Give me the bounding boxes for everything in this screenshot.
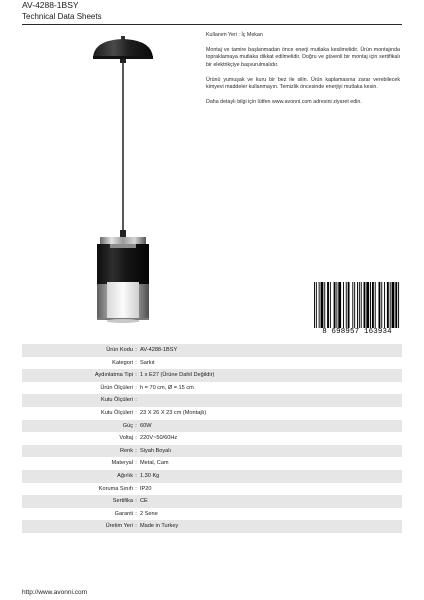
- spec-table: [22, 344, 402, 533]
- spec-row: [22, 432, 402, 445]
- spec-separator: :: [135, 447, 137, 454]
- barcode-bar: [327, 282, 329, 328]
- barcode-bar: [381, 282, 382, 328]
- cleaning-instructions: Ürünü yumuşak ve kuru bir bez ile silin. Ürün kaplamasına zarar verebilecek kimyevi maddeler kullanmayın. Temizlik öncesinde enerjiyi mutlaka kesin.: [206, 76, 400, 91]
- barcode-bar: [361, 282, 362, 328]
- barcode-bar: [398, 282, 399, 328]
- spec-label: Ürün Kodu: [106, 347, 133, 353]
- barcode-bar: [366, 282, 369, 328]
- spec-separator: :: [135, 460, 137, 467]
- usage-location: Kullanım Yeri : İç Mekan: [206, 32, 263, 38]
- document-title: Technical Data Sheets: [22, 12, 102, 21]
- spec-row: [22, 495, 402, 508]
- spec-separator: :: [135, 498, 137, 505]
- spec-row: [22, 407, 402, 420]
- spec-value: Sarkıt: [140, 359, 155, 366]
- barcode-bar: [390, 282, 391, 328]
- spec-label: Sertifika: [112, 498, 133, 505]
- spec-separator: :: [135, 397, 137, 404]
- usage-information: [206, 32, 400, 106]
- spec-row: [22, 445, 402, 458]
- spec-label: Ağırlık: [117, 472, 133, 479]
- spec-label: Materyal: [111, 460, 133, 467]
- barcode-bar: [348, 282, 350, 328]
- barcode-bar: [375, 282, 376, 328]
- spec-label: Kutu Ölçüleri: [100, 409, 133, 416]
- barcode-number: 8 698957 163934: [322, 328, 392, 336]
- barcode-bar: [334, 282, 336, 328]
- spec-value: h = 70 cm, Ø = 15 cm: [140, 384, 194, 391]
- barcode-bar: [354, 282, 355, 328]
- spec-value: 1.30 Kg: [140, 472, 160, 479]
- spec-separator: :: [135, 510, 137, 517]
- barcode-bar: [330, 282, 331, 328]
- spec-row: [22, 420, 402, 433]
- header-divider: [22, 24, 402, 25]
- spec-row: [22, 470, 402, 483]
- spec-label: Üretim Yeri: [105, 523, 133, 530]
- spec-value: 1 x E27 (Ürüne Dahil Değildir): [140, 372, 215, 379]
- barcode-bars: [313, 282, 401, 328]
- spec-row: [22, 394, 402, 407]
- spec-row: [22, 483, 402, 496]
- spec-label: Kategori: [112, 359, 133, 366]
- barcode-bar: [352, 282, 353, 328]
- spec-label: Kutu Ölçüleri: [100, 397, 133, 404]
- spec-separator: :: [135, 523, 137, 530]
- barcode-bar: [395, 282, 397, 328]
- spec-row: [22, 508, 402, 521]
- spec-value: 60W: [140, 422, 152, 429]
- spec-separator: :: [135, 435, 137, 442]
- barcode-bar: [372, 282, 374, 328]
- spec-label: Garanti: [114, 510, 133, 517]
- spec-value: Siyah Boyalı: [140, 447, 172, 454]
- spec-value: Made in Turkey: [140, 523, 179, 530]
- spec-separator: :: [135, 347, 137, 353]
- spec-label: Ürün Ölçüleri: [100, 384, 133, 391]
- spec-separator: :: [135, 409, 137, 416]
- barcode-bar: [316, 282, 317, 328]
- product-code-heading: AV-4288-1BSY: [22, 0, 79, 10]
- barcode-bar: [338, 282, 341, 328]
- website-note: Daha detaylı bilgi için lütfen www.avonni.com adresini ziyaret edin.: [206, 99, 362, 106]
- barcode-bar: [324, 282, 325, 328]
- spec-value: CE: [140, 498, 148, 505]
- spec-value: AV-4288-1BSY: [140, 347, 178, 353]
- barcode-bar: [387, 282, 389, 328]
- barcode-bar: [384, 282, 385, 328]
- spec-separator: :: [135, 422, 137, 429]
- spec-row: [22, 382, 402, 395]
- barcode-bar: [392, 282, 395, 328]
- spec-separator: :: [135, 384, 137, 391]
- spec-row: [22, 344, 402, 357]
- spec-separator: :: [135, 372, 137, 379]
- footer-url: http://www.avonni.com: [22, 589, 88, 596]
- spec-label: Koruma Sınıfı: [98, 485, 133, 492]
- spec-row: [22, 520, 402, 533]
- spec-value: 220V~50/60Hz: [140, 435, 178, 442]
- barcode-bar: [379, 282, 381, 328]
- barcode-bar: [364, 282, 366, 328]
- barcode: [313, 282, 401, 338]
- spec-separator: :: [135, 472, 137, 479]
- spec-value: Metal, Cam: [140, 460, 169, 467]
- pendant-lamp-image: [60, 30, 200, 330]
- spec-label: Aydınlatma Tipi: [94, 372, 133, 379]
- spec-label: Güç: [122, 422, 133, 429]
- barcode-bar: [346, 282, 347, 328]
- installation-warning: Montaj ve tamire başlanmadan önce enerji mutlaka kesilmelidir. Ürün montajında topraklamaya mutlaka dikkat edilmelidir. Doğru ve güvenli bir montaj için sertifikalı bir elektrikçiye başvurulmalıdır.: [206, 47, 400, 68]
- barcode-bar: [336, 282, 337, 328]
- spec-row: [22, 457, 402, 470]
- spec-label: Renk: [119, 447, 133, 454]
- spec-value: 23 X 26 X 23 cm (Montajlı): [140, 409, 207, 416]
- barcode-bar: [319, 282, 320, 328]
- spec-label: Voltaj: [119, 435, 133, 442]
- barcode-bar: [357, 282, 358, 328]
- spec-separator: :: [135, 359, 137, 366]
- barcode-bar: [321, 282, 324, 328]
- barcode-bar: [314, 282, 315, 328]
- spec-value: [138, 394, 402, 407]
- spec-separator: :: [135, 485, 137, 492]
- spec-row: [22, 357, 402, 370]
- spec-value: 2 Sene: [140, 510, 158, 517]
- spec-value: IP20: [140, 485, 152, 492]
- barcode-bar: [343, 282, 344, 328]
- barcode-bar: [370, 282, 371, 328]
- barcode-bar: [359, 282, 360, 328]
- spec-row: [22, 369, 402, 382]
